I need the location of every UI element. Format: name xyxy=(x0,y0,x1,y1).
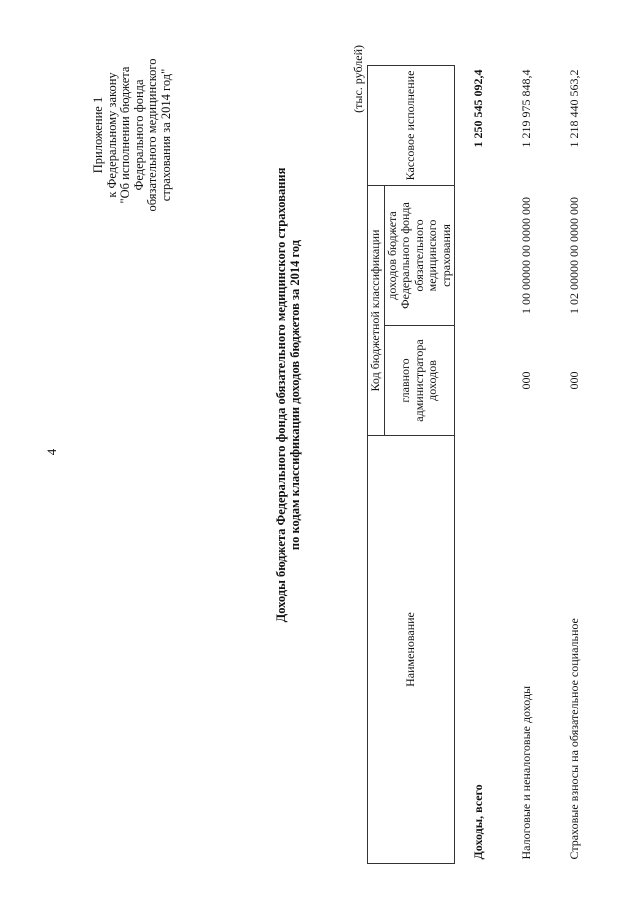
table-row xyxy=(455,66,504,864)
appendix-line: Приложение 1 xyxy=(91,96,105,174)
header-code-group: Код бюджетной классификации xyxy=(368,186,385,436)
header-execution: Кассовое исполнение xyxy=(368,66,455,186)
title-line-1: Доходы бюджета Федерального фонда обязательного медицинского страхования xyxy=(274,167,288,623)
appendix-heading xyxy=(92,35,173,235)
revenue-table xyxy=(367,65,599,864)
header-name: Наименование xyxy=(368,436,455,864)
unit-note: (тыс. рублей) xyxy=(351,45,365,113)
row-amount: 1 218 440 563,2 xyxy=(567,69,582,148)
appendix-line: страхования за 2014 год" xyxy=(158,68,173,202)
appendix-line: обязательного медицинского xyxy=(145,58,159,212)
header-admin: главного администратора доходов xyxy=(384,326,455,436)
row-code: 1 02 00000 00 0000 000 xyxy=(567,197,582,314)
row-name: Налоговые и неналоговые доходы xyxy=(519,685,534,860)
row-amount: 1 250 545 092,4 xyxy=(471,69,486,148)
row-admin: 000 xyxy=(567,371,582,390)
appendix-line: "Об исполнении бюджета xyxy=(118,66,132,204)
row-code xyxy=(455,186,504,326)
row-admin xyxy=(455,326,504,436)
table-row xyxy=(503,66,551,864)
row-name: Страховые взносы на обязательное социальное xyxy=(567,618,582,860)
table-row xyxy=(551,66,599,864)
header-revenue: доходов бюджета Федерального фонда обязательного медицинского страхования xyxy=(384,186,455,326)
row-admin: 000 xyxy=(519,371,534,390)
title-line-2: по кодам классификации доходов бюджетов за 2014 год xyxy=(288,239,302,551)
row-code: 1 00 00000 00 0000 000 xyxy=(519,197,534,314)
appendix-line: Федерального фонда xyxy=(131,79,146,191)
page-number: 4 xyxy=(44,448,59,456)
row-amount: 1 219 975 848,4 xyxy=(519,69,534,148)
row-name: Доходы, всего xyxy=(471,784,486,860)
document-title xyxy=(274,45,302,745)
appendix-line: к Федеральному закону xyxy=(104,72,119,198)
